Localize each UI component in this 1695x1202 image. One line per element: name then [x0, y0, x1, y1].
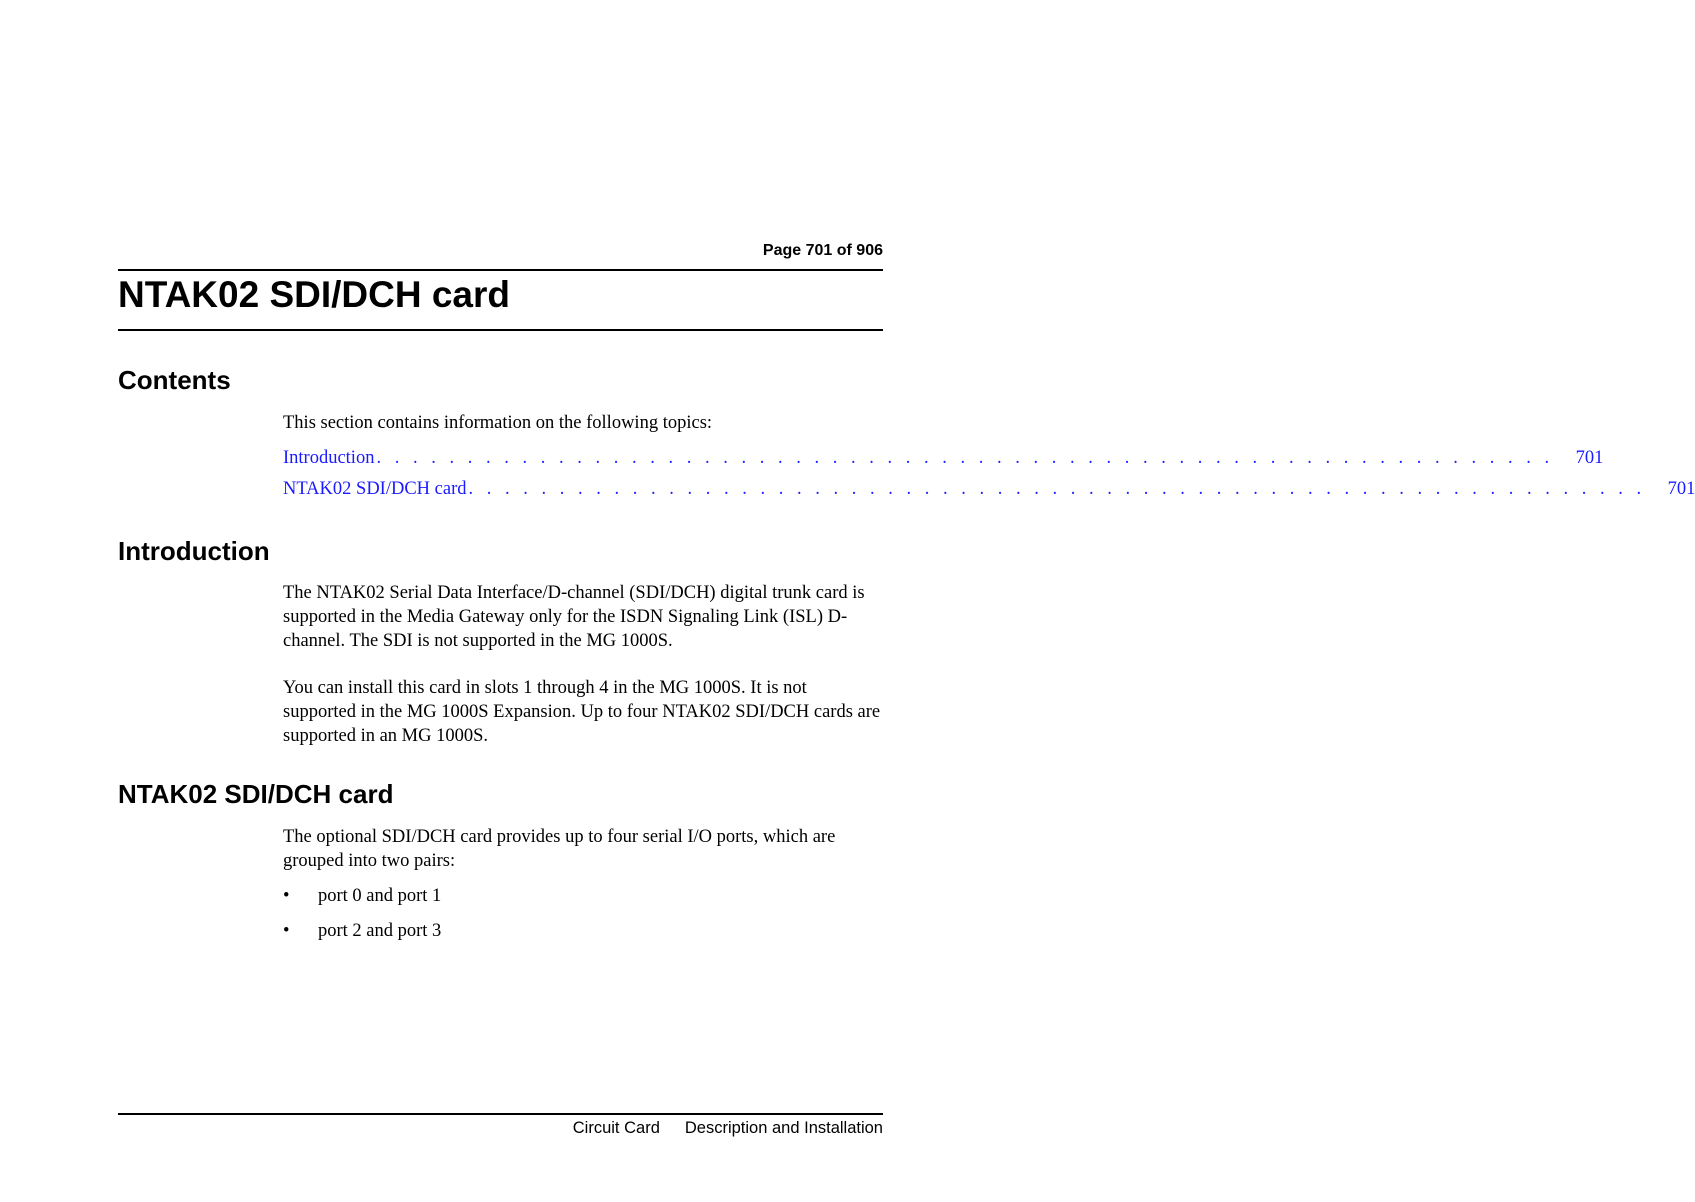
introduction-heading: Introduction	[118, 536, 270, 566]
page-number: Page 701 of 906	[762, 242, 883, 259]
introduction-paragraph-1	[283, 581, 883, 653]
toc-page-number: 701	[1667, 479, 1695, 499]
paragraph-text: You can install this card in slots 1 through 4 in the MG 1000S. It is not supported in the MG 1000S Expansion. Up to four NTAK02 SDI/DCH cards are supported in an MG 1000S.	[283, 678, 881, 746]
contents-intro: This section contains information on the following topics:	[283, 413, 713, 433]
toc-link-ntak02-sdi-dch-card[interactable]	[283, 477, 1695, 501]
footer-rule	[118, 1113, 883, 1115]
bullet-icon: •	[283, 886, 290, 906]
paragraph-text: The NTAK02 Serial Data Interface/D-channel (SDI/DCH) digital trunk card is supported in the Media Gateway only for the ISDN Signaling Link (ISL) D-channel. The SDI is not supported in the MG 1000S.	[283, 583, 865, 651]
toc-page-number: 701	[1575, 448, 1604, 468]
toc-dot-leader: . . . . . . . . . . . . . . . . . . . . . . . . . . . . . . . . . . . . . . . . . . . . . . . . . . . . . . . . . . . . . . . . .	[376, 448, 1554, 468]
footer-right-text: Description and Installation	[684, 1119, 883, 1137]
card-section-heading: NTAK02 SDI/DCH card	[118, 779, 394, 809]
card-section-paragraph	[283, 825, 883, 873]
toc-link-introduction[interactable]	[283, 446, 1604, 470]
page-footer	[573, 1118, 883, 1138]
bullet-icon: •	[283, 921, 290, 941]
list-item-text: port 0 and port 1	[318, 886, 442, 906]
toc-dot-leader: . . . . . . . . . . . . . . . . . . . . . . . . . . . . . . . . . . . . . . . . . . . . . . . . . . . . . . . . . . . . . . . . .	[468, 479, 1646, 499]
toc-label: Introduction	[283, 448, 375, 468]
list-item	[283, 884, 883, 908]
toc-label: NTAK02 SDI/DCH card	[283, 479, 467, 499]
contents-heading: Contents	[118, 365, 231, 395]
chapter-title: NTAK02 SDI/DCH card	[118, 274, 511, 315]
title-bottom-rule	[118, 329, 883, 331]
paragraph-text: The optional SDI/DCH card provides up to four serial I/O ports, which are grouped into two pairs:	[283, 827, 836, 871]
list-item-text: port 2 and port 3	[318, 921, 442, 941]
title-top-rule	[118, 269, 883, 271]
footer-left-text: Circuit Card	[572, 1119, 660, 1137]
introduction-paragraph-2	[283, 676, 883, 748]
list-item	[283, 919, 883, 943]
